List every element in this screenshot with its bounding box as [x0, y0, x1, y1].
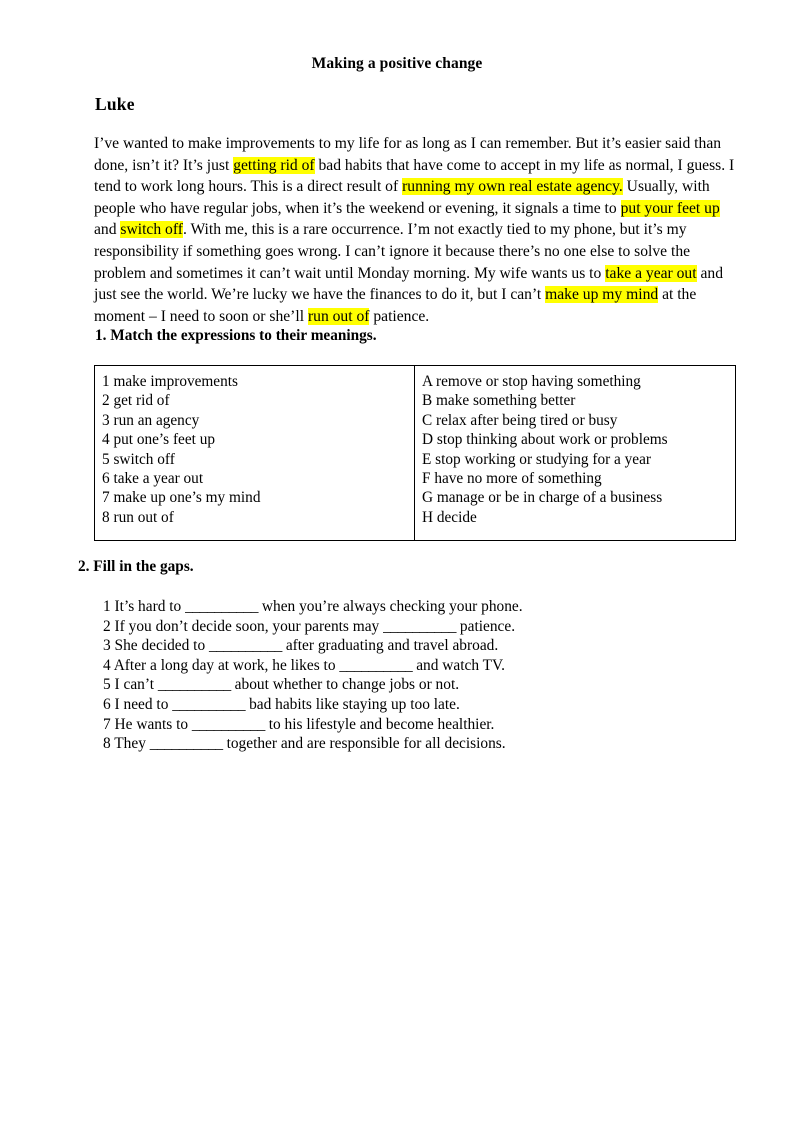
story-text-run: . With me, this is a rare occurrence. I’m not exactly tied to my phone, but it’s my responsibility if something goes wrong. I can’t ignore it because there’s no one else to solve the problem and sometimes it can’t wait until Monday morning. My wife wants us to	[94, 221, 691, 282]
story-text-run: patience.	[369, 307, 430, 325]
match-meaning-item: B make something better	[422, 392, 576, 410]
gap-fill-list	[103, 597, 743, 754]
match-meaning-item: G manage or be in charge of a business	[422, 489, 663, 507]
match-meaning-item: F have no more of something	[422, 470, 602, 488]
match-table-expressions-column	[95, 366, 415, 540]
gap-blank[interactable]: __________	[157, 676, 231, 694]
highlighted-phrase: switch off	[120, 221, 183, 239]
match-expression-item: 5 switch off	[102, 450, 175, 468]
gap-blank[interactable]: __________	[191, 715, 265, 733]
story-text-run: Usually, with people who have regular jobs, when it’s the weekend or evening, it signals a time to	[94, 178, 710, 217]
gap-text-before: 7 He wants to	[103, 715, 192, 733]
gap-text-after: and watch TV.	[412, 656, 505, 674]
match-table	[94, 365, 736, 541]
match-expression-item: 7 make up one’s my mind	[102, 489, 261, 507]
highlighted-phrase: run out of	[307, 307, 370, 325]
gap-fill-item	[103, 636, 743, 656]
gap-fill-item	[103, 617, 743, 637]
gap-blank[interactable]: __________	[149, 735, 223, 753]
match-table-meanings-column	[415, 366, 735, 540]
gap-blank[interactable]: __________	[209, 637, 282, 655]
highlighted-phrase: getting rid of	[233, 156, 315, 174]
match-meaning-item: H decide	[422, 508, 477, 526]
story-paragraph	[94, 133, 739, 327]
gap-blank[interactable]: __________	[172, 695, 246, 713]
exercise-2-heading: 2. Fill in the gaps.	[78, 558, 194, 575]
gap-text-before: 3 She decided to	[103, 637, 209, 655]
gap-text-before: 6 I need to	[103, 695, 173, 713]
match-meaning-item: D stop thinking about work or problems	[422, 431, 668, 449]
gap-blank[interactable]: __________	[339, 656, 413, 674]
story-text-run: I’ve wanted to make improvements to my life for as long as I can remember. But it’s easier said than done, isn’t it? It’s just	[94, 135, 722, 174]
match-expression-item: 8 run out of	[102, 508, 174, 526]
highlighted-phrase: put your feet up	[620, 199, 720, 217]
match-meaning-item: A remove or stop having something	[422, 373, 641, 390]
match-expression-item: 4 put one’s feet up	[102, 431, 216, 449]
gap-fill-item	[103, 675, 743, 695]
gap-fill-item	[103, 734, 743, 754]
exercise-1-heading: 1. Match the expressions to their meanings.	[95, 327, 377, 344]
gap-text-after: after graduating and travel abroad.	[281, 637, 499, 655]
story-text-run: and	[94, 221, 121, 239]
match-expression-item: 3 run an agency	[102, 411, 200, 429]
gap-text-after: bad habits like staying up too late.	[245, 695, 460, 713]
gap-fill-item	[103, 715, 743, 735]
gap-text-before: 2 If you don’t decide soon, your parents may	[103, 617, 384, 635]
match-expression-item: 6 take a year out	[102, 470, 204, 488]
highlighted-phrase: running my own real estate agency.	[402, 178, 623, 196]
gap-fill-item	[103, 695, 743, 715]
highlighted-phrase: make up my mind	[545, 286, 659, 304]
match-expression-item: 2 get rid of	[102, 392, 170, 410]
gap-text-before: 4 After a long day at work, he likes to	[103, 656, 340, 674]
gap-text-after: patience.	[456, 617, 516, 635]
gap-text-after: about whether to change jobs or not.	[230, 676, 460, 694]
match-meaning-item: E stop working or studying for a year	[422, 450, 651, 468]
match-expression-item: 1 make improvements	[102, 373, 238, 390]
gap-blank[interactable]: __________	[383, 617, 457, 635]
gap-text-before: 1 It’s hard to	[103, 598, 186, 615]
gap-text-after: to his lifestyle and become healthier.	[264, 715, 495, 733]
gap-fill-item	[103, 597, 743, 617]
page-title: Making a positive change	[311, 55, 483, 72]
highlighted-phrase: take a year out	[605, 264, 697, 282]
story-text-run: at the moment – I need to soon or she’ll	[94, 286, 697, 325]
person-heading: Luke	[95, 94, 135, 114]
story-text-run: bad habits that have come to accept in my life as normal, I guess. I tend to work long hours. This is a direct result of	[94, 156, 735, 196]
gap-blank[interactable]: __________	[185, 598, 259, 615]
gap-text-before: 8 They	[103, 735, 150, 753]
gap-fill-item	[103, 656, 743, 676]
gap-text-after: when you’re always checking your phone.	[258, 598, 523, 615]
gap-text-before: 5 I can’t	[103, 676, 158, 694]
gap-text-after: together and are responsible for all decisions.	[222, 735, 506, 753]
match-meaning-item: C relax after being tired or busy	[422, 411, 618, 429]
story-text-run: and just see the world. We’re lucky we have the finances to do it, but I can’t	[94, 264, 723, 304]
